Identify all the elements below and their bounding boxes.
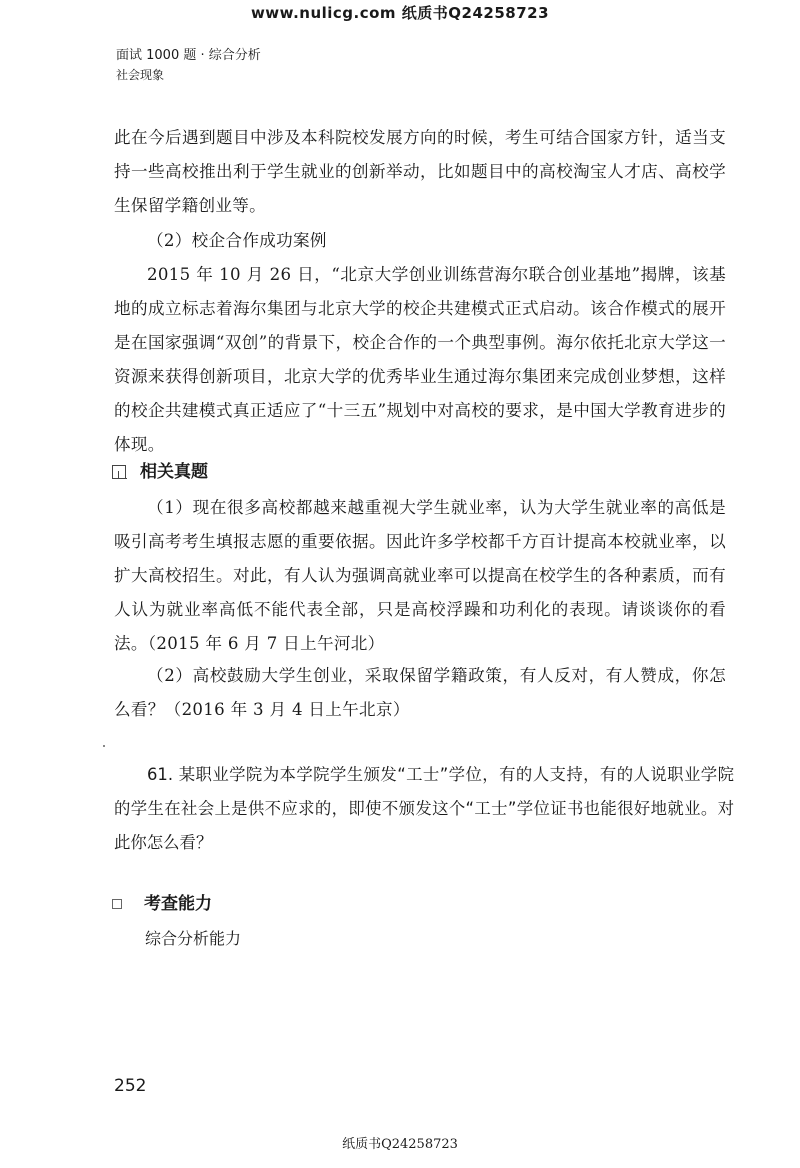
document-icon bbox=[112, 465, 126, 479]
related-question-1: （1）现在很多高校都越来越重视大学生就业率，认为大学生就业率的高低是吸引高考考生填报志愿的重要依据。因此许多学校都千方百计提高本校就业率，以扩大高校招生。对此，有人认为强调高就业率可以提高在校学生的各种素质，而有人认为就业率高低不能代表全部，只是高校浮躁和功利化的表现。请谈谈你的看法。（2015 年 6 月 7 日上午河北） bbox=[114, 498, 726, 653]
ability-text: 综合分析能力 bbox=[145, 929, 242, 948]
speck bbox=[103, 745, 105, 747]
book-title: 面试 1000 题 · 综合分析 bbox=[116, 48, 261, 63]
related-question-2: （2）高校鼓励大学生创业，采取保留学籍政策，有人反对，有人赞成，你怎么看？（2016 年 3 月 4 日上午北京） bbox=[114, 666, 726, 719]
paragraph-case: 2015 年 10 月 26 日，“北京大学创业训练营海尔联合创业基地”揭牌，该基地的成立标志着海尔集团与北京大学的校企共建模式正式启动。该合作模式的展开是在国家强调“双创”的背景下，校企合作的一个典型事例。海尔依托北京大学这一资源来获得创新项目，北京大学的优秀毕业生通过海尔集团来完成创业梦想，这样的校企共建模式真正适应了“十三五”规划中对高校的要求，是中国大学教育进步的体现。 bbox=[114, 265, 726, 454]
case-heading: （2）校企合作成功案例 bbox=[147, 231, 327, 250]
ability-label: 考查能力 bbox=[144, 894, 212, 914]
page-number: 252 bbox=[114, 1076, 147, 1096]
related-questions-label: 相关真题 bbox=[140, 462, 208, 482]
chapter-title: 社会现象 bbox=[116, 68, 165, 82]
ability-heading bbox=[112, 889, 212, 914]
paragraph-intro: 此在今后遇到题目中涉及本科院校发展方向的时候，考生可结合国家方针，适当支持一些高校推出利于学生就业的创新举动，比如题目中的高校淘宝人才店、高校学生保留学籍创业等。 bbox=[114, 128, 726, 215]
bottom-watermark: 纸质书Q24258723 bbox=[342, 1137, 458, 1152]
top-watermark: www.nulicg.com 纸质书Q24258723 bbox=[250, 4, 550, 22]
question-61: 61. 某职业学院为本学院学生颁发“工士”学位，有的人支持，有的人说职业学院的学生在社会上是供不应求的，即使不颁发这个“工士”学位证书也能很好地就业。对此你怎么看？ bbox=[114, 765, 734, 852]
checkbox-icon bbox=[112, 899, 122, 909]
related-questions-heading bbox=[112, 457, 208, 482]
